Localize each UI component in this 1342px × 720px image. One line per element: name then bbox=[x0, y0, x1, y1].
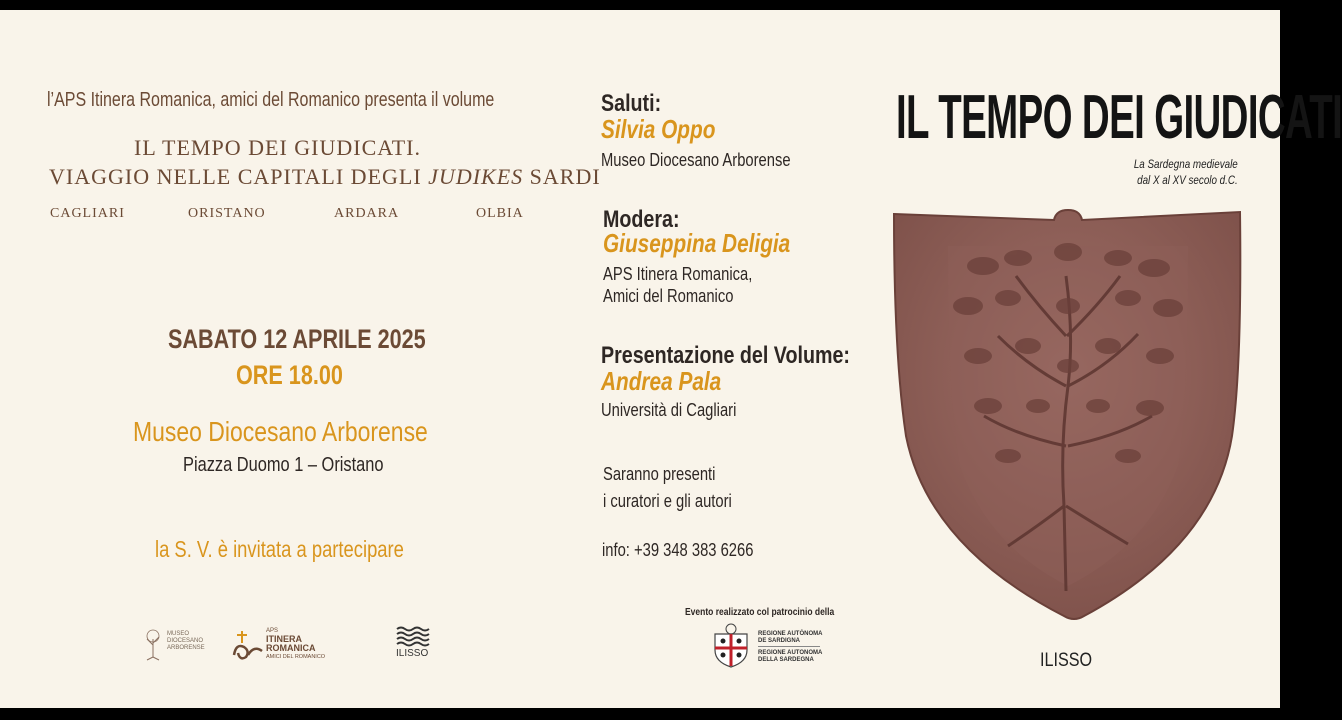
cover-subtitle: La Sardegna medievale bbox=[1134, 157, 1238, 171]
aps-emblem-icon bbox=[232, 627, 268, 661]
city-cagliari: CAGLIARI bbox=[50, 206, 125, 221]
aps-logo-text: ITINERA bbox=[266, 634, 302, 644]
presentation-label: Presentazione del Volume: bbox=[601, 342, 850, 369]
aps-logo-text: APS bbox=[266, 628, 279, 634]
presenter-name: Andrea Pala bbox=[601, 366, 722, 396]
greetings-org: Museo Diocesano Arborense bbox=[601, 150, 791, 170]
moderator-org: APS Itinera Romanica, bbox=[603, 264, 753, 284]
ilisso-logo bbox=[395, 625, 429, 659]
region-name: DE SARDIGNA bbox=[758, 637, 801, 644]
event-venue: Museo Diocesano Arborense bbox=[133, 416, 428, 447]
moderator-label: Modera: bbox=[603, 206, 680, 233]
museum-logo bbox=[141, 627, 205, 666]
intro-text: l’APS Itinera Romanica, amici del Romanico presenta il volume bbox=[47, 89, 495, 111]
event-address: Piazza Duomo 1 – Oristano bbox=[183, 454, 384, 476]
event-date: SABATO 12 APRILE 2025 bbox=[168, 324, 426, 354]
book-title-italic: JUDIKES bbox=[428, 164, 524, 189]
cover-publisher: ILISSO bbox=[1040, 650, 1093, 671]
book-title-line2 bbox=[49, 164, 601, 190]
note-line: i curatori e gli autori bbox=[603, 491, 732, 511]
city-ardara: ARDARA bbox=[334, 206, 400, 221]
region-name: DELLA SARDEGNA bbox=[758, 656, 814, 663]
cover-subtitle: dal X al XV secolo d.C. bbox=[1137, 173, 1238, 187]
museum-logo-text: ARBORENSE bbox=[167, 645, 205, 651]
ilisso-logo-text: ILISSO bbox=[396, 648, 429, 659]
event-time: ORE 18.00 bbox=[236, 360, 343, 390]
invitation-page bbox=[0, 10, 1342, 708]
aps-logo-text: AMICI DEL ROMANICO bbox=[266, 654, 326, 660]
presenter-org: Università di Cagliari bbox=[601, 400, 737, 420]
note-line: Saranno presenti bbox=[603, 464, 716, 484]
info-phone: info: +39 348 383 6266 bbox=[602, 540, 754, 560]
moderator-name: Giuseppina Deligia bbox=[603, 228, 791, 258]
region-crest-icon bbox=[710, 622, 752, 668]
patronage-text: Evento realizzato col patrocinio della bbox=[685, 607, 835, 618]
invite-text: la S. V. è invitata a partecipare bbox=[155, 536, 404, 562]
book-title-part: VIAGGIO NELLE CAPITALI DEGLI bbox=[49, 164, 429, 189]
city-oristano: ORISTANO bbox=[188, 206, 266, 221]
greetings-name: Silvia Oppo bbox=[601, 114, 716, 144]
greetings-label: Saluti: bbox=[601, 90, 662, 117]
museum-logo-text: MUSEO bbox=[167, 631, 190, 637]
waves-icon bbox=[395, 625, 429, 649]
tree-shield-image bbox=[888, 206, 1248, 626]
book-title-part: SARDI bbox=[523, 164, 601, 189]
city-olbia: OLBIA bbox=[476, 206, 524, 221]
book-title-line1: IL TEMPO DEI GIUDICATI. bbox=[134, 135, 421, 160]
region-name: REGIONE AUTONOMA bbox=[758, 650, 823, 656]
museum-logo-text: DIOCESANO bbox=[167, 638, 204, 644]
moderator-org: Amici del Romanico bbox=[603, 286, 734, 306]
region-name: REGIONE AUTÒNOMA bbox=[758, 631, 823, 637]
cover-title: IL TEMPO DEI GIUDICATI bbox=[896, 83, 1342, 152]
aps-logo bbox=[232, 627, 326, 666]
aps-logo-text: ROMANICA bbox=[266, 643, 316, 653]
region-logo bbox=[710, 622, 823, 673]
